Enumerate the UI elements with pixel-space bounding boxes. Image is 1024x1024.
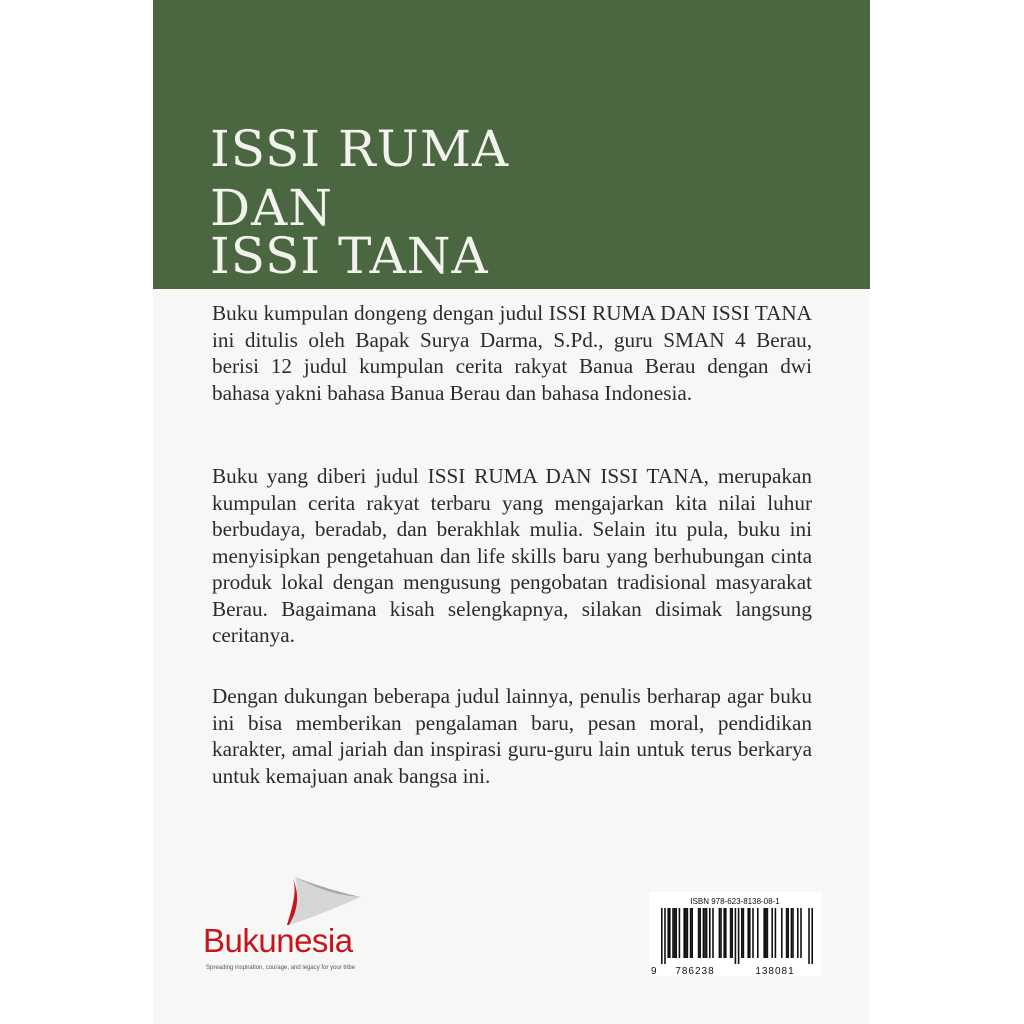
barcode-bar bbox=[741, 908, 743, 958]
barcode-bar bbox=[731, 908, 733, 958]
barcode-bar bbox=[800, 908, 802, 958]
barcode-bar bbox=[752, 908, 754, 958]
barcode-bar bbox=[669, 908, 671, 958]
barcode-bar bbox=[709, 908, 711, 958]
barcode-bar bbox=[747, 908, 749, 958]
barcode-bar bbox=[698, 908, 700, 958]
barcode-bar bbox=[811, 908, 813, 964]
barcode-bar bbox=[743, 908, 745, 958]
barcode-bar bbox=[699, 908, 701, 958]
barcode-bar bbox=[672, 908, 674, 958]
publisher-name: Bukunesia bbox=[203, 922, 353, 959]
isbn-barcode bbox=[649, 892, 821, 976]
barcode-bar bbox=[797, 908, 799, 958]
barcode-bar bbox=[683, 908, 685, 958]
barcode-bar bbox=[765, 908, 767, 958]
barcode-bar bbox=[808, 908, 810, 964]
barcode-bar bbox=[730, 908, 732, 958]
barcode-bar bbox=[703, 908, 705, 958]
barcode-bar bbox=[787, 908, 789, 958]
barcode-bar bbox=[687, 908, 689, 958]
book-back-cover bbox=[153, 0, 870, 1024]
blurb-paragraph-2: Buku yang diberi judul ISSI RUMA DAN ISSI TANA, merupakan kumpulan cerita rakyat terbaru yang mengajarkan kita nilai luhur berbudaya, beradab, dan berakhlak mulia. Selain itu pula, buku ini menyisipkan pengetahuan dan life skills baru yang berhubungan cinta produk lokal dengan mengusung pengobatan tradisional masyarakat Berau. Bagaimana kisah selengkapnya, silakan disimak langsung ceritanya. bbox=[212, 464, 812, 647]
barcode-bar bbox=[771, 908, 773, 958]
barcode-bar bbox=[675, 908, 677, 958]
barcode-bar bbox=[723, 908, 725, 958]
page-flip-icon bbox=[281, 875, 363, 927]
barcode-bar bbox=[749, 908, 751, 958]
barcode-bar bbox=[775, 908, 777, 958]
title-line-3: ISSI TANA bbox=[210, 227, 489, 285]
barcode-bar bbox=[763, 908, 765, 958]
barcode-bar bbox=[704, 908, 706, 958]
barcode-bar bbox=[706, 908, 708, 958]
publisher-tagline: Spreading inspiration, courage, and legacy for your tribe bbox=[206, 965, 356, 971]
barcode-graphic bbox=[649, 908, 821, 976]
barcode-bar bbox=[791, 908, 793, 958]
barcode-bar bbox=[792, 908, 794, 958]
barcode-digit-first: 9 bbox=[651, 966, 657, 976]
title-band bbox=[153, 0, 870, 289]
barcode-bars bbox=[661, 908, 813, 964]
barcode-bar bbox=[661, 908, 663, 964]
isbn-label: ISBN 978-623-8138-08-1 bbox=[690, 897, 780, 906]
barcode-bar bbox=[667, 908, 669, 958]
barcode-bar bbox=[720, 908, 722, 958]
title-line-1: ISSI RUMA bbox=[210, 120, 510, 178]
barcode-bar bbox=[757, 908, 759, 958]
blurb-paragraph-1: Buku kumpulan dongeng dengan judul ISSI RUMA DAN ISSI TANA ini ditulis oleh Bapak Surya Darma, S.Pd., guru SMAN 4 Berau, berisi 12 judul kumpulan cerita rakyat Banua Berau dengan dwi bahasa yakni bahasa Banua Berau dan bahasa Indonesia. bbox=[212, 301, 812, 405]
barcode-digits-right: 138081 bbox=[755, 966, 795, 976]
barcode-bar bbox=[719, 908, 721, 958]
barcode-bar bbox=[712, 908, 714, 958]
barcode-bar bbox=[725, 908, 727, 958]
barcode-bar bbox=[781, 908, 783, 958]
barcode-bar bbox=[767, 908, 769, 958]
blurb-paragraph-3: Dengan dukungan beberapa judul lainnya, penulis berharap agar buku ini bisa memberikan pengalaman baru, pesan moral, pendidikan karakter, amal jariah dan inspirasi guru-guru lain untuk terus berkarya untuk kemajuan anak bangsa ini. bbox=[212, 684, 812, 788]
barcode-bar bbox=[786, 908, 788, 958]
publisher-logo bbox=[203, 875, 403, 980]
barcode-bar bbox=[664, 908, 666, 964]
barcode-bar bbox=[674, 908, 676, 958]
title-line-2: DAN bbox=[210, 179, 333, 237]
barcode-bar bbox=[738, 908, 740, 964]
barcode-bar bbox=[691, 908, 693, 958]
barcode-bar bbox=[685, 908, 687, 958]
barcode-bar bbox=[690, 908, 692, 958]
barcode-digits-left: 786238 bbox=[675, 966, 715, 976]
barcode-bar bbox=[679, 908, 681, 958]
barcode-bar bbox=[735, 908, 737, 964]
